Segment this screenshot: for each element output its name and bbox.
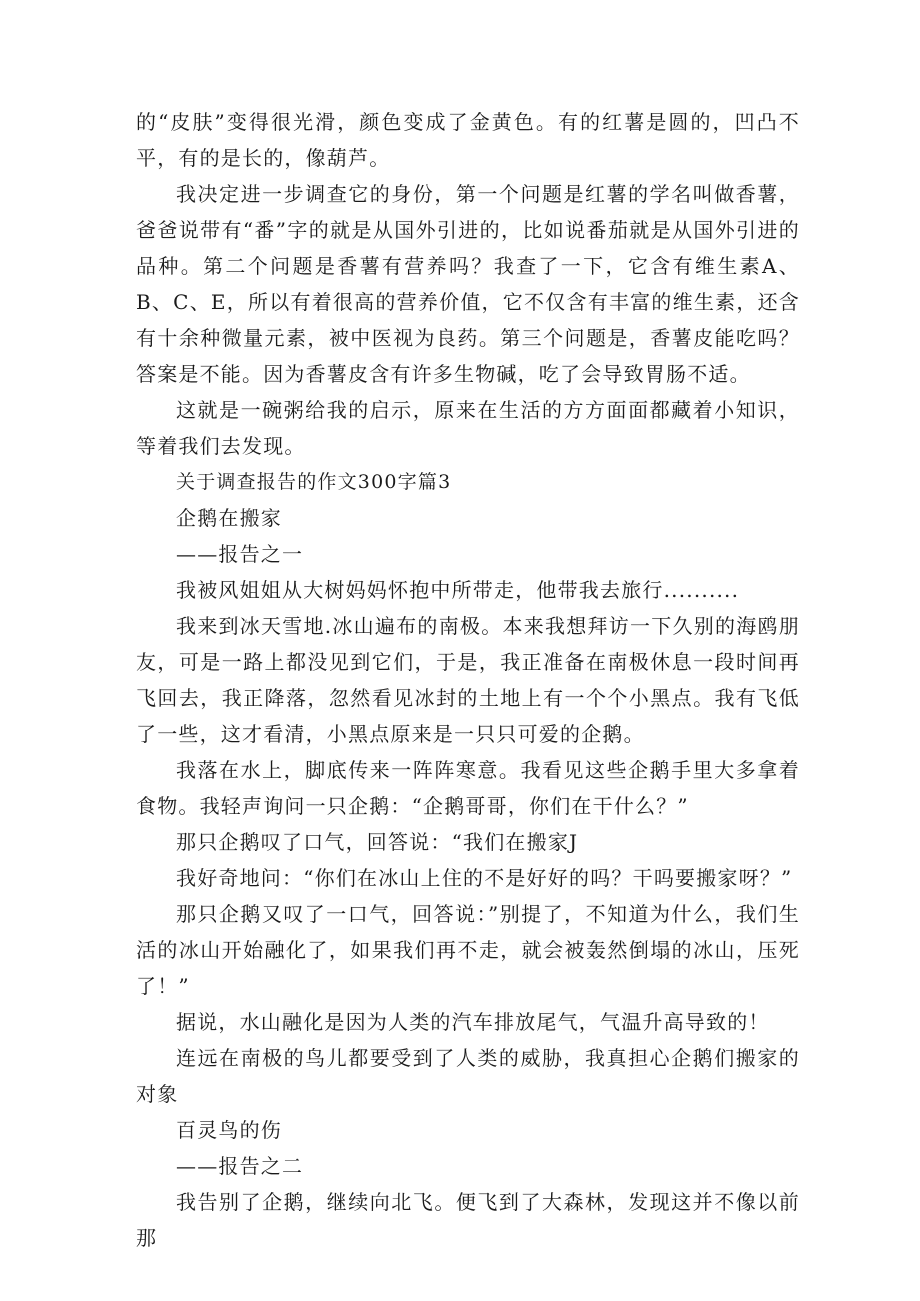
document-body <box>136 104 800 1256</box>
paragraph-6: 我落在水上，脚底传来一阵阵寒意。我看见这些企鹅手里大多拿着食物。我轻声询问一只企鹅：“企鹅哥哥，你们在干什么？” <box>136 758 800 818</box>
story-title-2: 百灵鸟的伤 <box>176 1118 282 1142</box>
section-title: 关于调查报告的作文300字篇3 <box>176 471 452 493</box>
paragraph-3: 这就是一碗粥给我的启示，原来在生活的方方面面都藏着小知识，等着我们去发现。 <box>136 398 800 458</box>
paragraph-9: 那只企鹅又叹了一口气，回答说：”别提了，不知道为什么，我们生活的冰山开始融化了，如果我们再不走，就会被轰然倒塌的冰山，压死了！” <box>136 902 800 998</box>
story-subtitle-2: ——报告之二 <box>176 1154 304 1178</box>
paragraph-4: 我被风姐姐从大树妈妈怀抱中所带走，他带我去旅行.......... <box>176 578 740 602</box>
paragraph-2: 我决定进一步调查它的身份，第一个问题是红薯的学名叫做香薯，爸爸说带有“番”字的就是从国外引进的，比如说番茄就是从国外引进的品种。第二个问题是香薯有营养吗？我查了一下，它含有维生素A、B、C、E，所以有着很高的营养价值，它不仅含有丰富的维生素，还含有十余种微量元素，被中医视为良药。第三个问题是，香薯皮能吃吗？答案是不能。因为香薯皮含有许多生物碱，吃了会导致胃肠不适。 <box>136 182 800 386</box>
story-title-1: 企鹅在搬家 <box>176 506 282 530</box>
paragraph-5: 我来到冰天雪地.冰山遍布的南极。本来我想拜访一下久别的海鸥朋友，可是一路上都没见到它们，于是，我正准备在南极休息一段时间再飞回去，我正降落，忽然看见冰封的土地上有一个个小黑点。我有飞低了一些，这才看清，小黑点原来是一只只可爱的企鹅。 <box>136 614 800 746</box>
paragraph-1: 的“皮肤”变得很光滑，颜色变成了金黄色。有的红薯是圆的，凹凸不平，有的是长的，像葫芦。 <box>136 110 800 170</box>
paragraph-10: 据说，水山融化是因为人类的汽车排放尾气，气温升高导致的！ <box>176 1010 770 1034</box>
story-subtitle-1: ——报告之一 <box>176 542 304 566</box>
paragraph-7: 那只企鹅叹了口气，回答说：“我们在搬家J <box>176 830 579 854</box>
paragraph-12: 我告别了企鹅，继续向北飞。便飞到了大森林，发现这并不像以前那 <box>136 1190 800 1250</box>
paragraph-11: 连远在南极的鸟儿都要受到了人类的威胁，我真担心企鹅们搬家的对象 <box>136 1046 800 1106</box>
paragraph-8: 我好奇地问：“你们在冰山上住的不是好好的吗？干吗要搬家呀？” <box>176 866 793 890</box>
